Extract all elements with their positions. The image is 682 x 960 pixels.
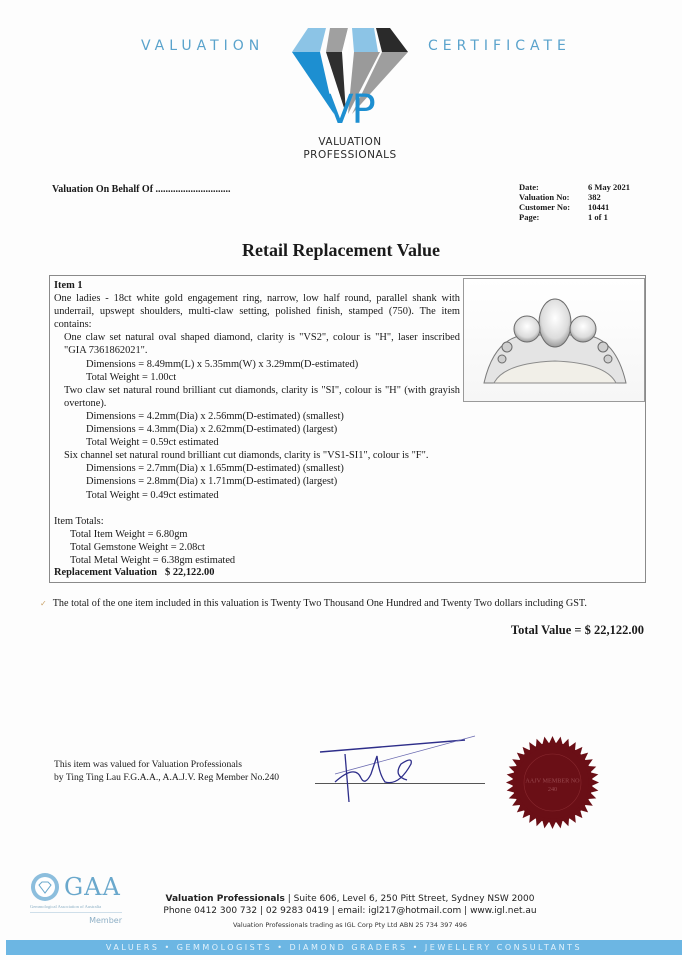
gaa-member-logo — [30, 872, 122, 925]
company-street: | Suite 606, Level 6, 250 Pitt Street, Sydney NSW 2000 — [284, 894, 535, 904]
meta-key: Date: — [519, 182, 539, 192]
meta-row-page — [519, 212, 648, 222]
logo-name-line1: VALUATION — [318, 136, 382, 148]
valuer-statement — [54, 758, 279, 784]
logo-monogram: VP — [326, 87, 374, 133]
item-summary: One ladies - 18ct white gold engagement ring, narrow, low half round, parallel shank with underrail, upswept shoulders, multi-claw setting, polished finish, stamped (750). The item contains: — [54, 293, 460, 331]
stone-3-dimensions-largest: Dimensions = 2.8mm(Dia) x 1.71mm(D-estimated) (largest) — [86, 476, 338, 488]
stone-1-weight: Total Weight = 1.00ct — [86, 371, 177, 383]
svg-text:240: 240 — [547, 787, 558, 794]
stone-3-desc: Six channel set natural round brilliant cut diamonds, clarity is "VS1-SI1", colour is "F". — [64, 450, 429, 462]
meta-row-customer-no — [519, 202, 648, 212]
page-title: Retail Replacement Value — [242, 240, 440, 260]
stone-2-weight: Total Weight = 0.59ct estimated — [86, 437, 219, 449]
company-trading-line: Valuation Professionals trading as IGL Corp Pty Ltd ABN 25 734 397 496 — [232, 921, 468, 929]
summary-sentence — [40, 598, 587, 609]
member-seal-icon — [505, 735, 600, 830]
logo-company-name — [280, 136, 420, 162]
meta-value: 10441 — [588, 202, 610, 212]
gaa-member-label: Member — [89, 916, 122, 925]
meta-key: Page: — [519, 212, 540, 222]
logo-name-line2: PROFESSIONALS — [303, 149, 397, 161]
valuer-line1: This item was valued for Valuation Professionals — [54, 759, 242, 770]
item-totals-heading: Item Totals: — [54, 515, 104, 527]
meta-value: 6 May 2021 — [588, 182, 631, 192]
meta-row-valuation-no — [519, 192, 648, 202]
total-value: Total Value = $ 22,122.00 — [510, 623, 644, 637]
replacement-amount: $ 22,122.00 — [165, 567, 215, 578]
signature-icon — [315, 734, 485, 804]
gaa-emblem-icon — [30, 872, 60, 902]
total-metal-weight: Total Metal Weight = 6.38gm estimated — [70, 554, 236, 566]
company-name: Valuation Professionals — [165, 894, 285, 904]
item-box — [49, 275, 646, 583]
valuer-line2: by Ting Ting Lau F.G.A.A., A.A.J.V. Reg Member No.240 — [54, 772, 280, 783]
total-gemstone-weight: Total Gemstone Weight = 2.08ct — [70, 541, 205, 553]
total-item-weight: Total Item Weight = 6.80gm — [70, 528, 188, 540]
ring-photo — [463, 278, 645, 402]
summary-text: The total of the one item included in this valuation is Twenty Two Thousand One Hundred and Twenty Two dollars including GST. — [52, 598, 587, 609]
on-behalf-of-label: Valuation On Behalf Of .............................. — [52, 184, 231, 195]
ring-image-icon — [464, 279, 645, 402]
item-heading: Item 1 — [54, 280, 83, 291]
replacement-valuation — [54, 567, 214, 578]
meta-key: Valuation No: — [519, 192, 570, 202]
bullet-icon: ✓ — [40, 599, 47, 608]
svg-text:AAJV MEMBER NO: AAJV MEMBER NO — [525, 778, 580, 785]
stone-2-desc: Two claw set natural round brilliant cut diamonds, clarity is "SI", colour is "H" (with grayish overtone). — [64, 384, 460, 409]
meta-value: 382 — [588, 192, 601, 202]
stone-2-dimensions-largest: Dimensions = 4.3mm(Dia) x 2.62mm(D-estimated) (largest) — [86, 424, 338, 436]
item-description — [54, 279, 460, 567]
stone-3-dimensions-smallest: Dimensions = 2.7mm(Dia) x 1.65mm(D-estimated) (smallest) — [86, 463, 344, 475]
company-contact: Phone 0412 300 732 | 02 9283 0419 | email: igl217@hotmail.com | www.igl.net.au — [163, 906, 537, 916]
meta-key: Customer No: — [519, 202, 571, 212]
company-address — [150, 893, 550, 917]
header-valuation-word: VALUATION — [141, 38, 265, 54]
gaa-letters: GAA — [64, 873, 121, 901]
stone-1-dimensions: Dimensions = 8.49mm(L) x 5.35mm(W) x 3.29mm(D-estimated) — [86, 358, 359, 370]
stone-3-weight: Total Weight = 0.49ct estimated — [86, 489, 219, 501]
meta-row-date — [519, 182, 648, 192]
meta-value: 1 of 1 — [588, 212, 608, 222]
services-band: VALUERS • GEMMOLOGISTS • DIAMOND GRADERS • JEWELLERY CONSULTANTS — [6, 940, 682, 955]
header-certificate-word: CERTIFICATE — [428, 38, 571, 54]
replacement-label: Replacement Valuation — [54, 567, 158, 578]
stone-1-desc: One claw set natural oval shaped diamond, clarity is "VS2", colour is "H", laser inscribed "GIA 7361862021". — [64, 332, 460, 357]
meta-block — [519, 182, 648, 222]
stone-2-dimensions-smallest: Dimensions = 4.2mm(Dia) x 2.56mm(D-estimated) (smallest) — [86, 410, 344, 422]
gaa-full-name: Gemmological Association of Australia — [30, 904, 102, 909]
